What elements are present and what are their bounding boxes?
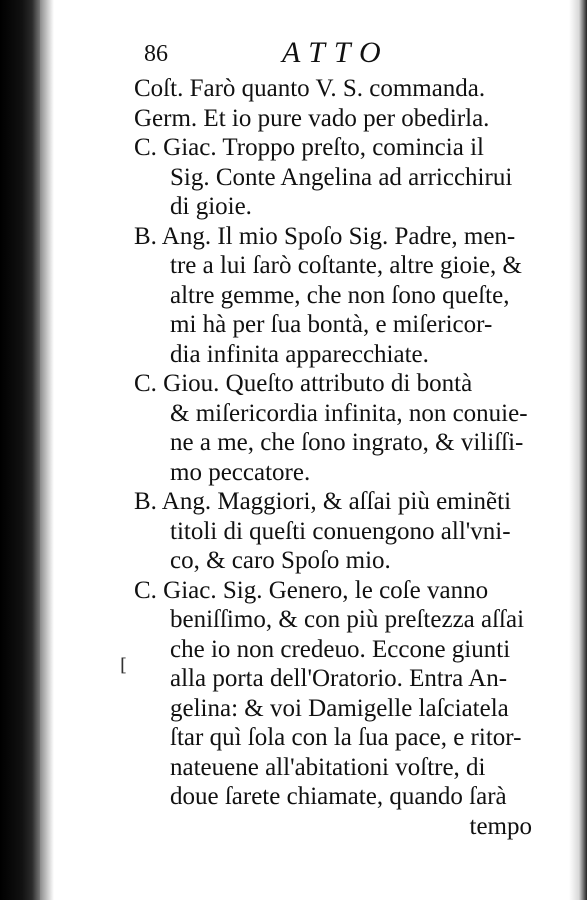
page-number: 86 xyxy=(144,41,168,67)
text-line: mi hà per ſua bontà, e miſericor- xyxy=(170,311,493,338)
text-line: ne a me, che ſono ingrato, & viliſſi- xyxy=(170,429,524,456)
text-line: C. Giou. Queſto attributo di bontà xyxy=(134,370,473,397)
text-line: beniſſimo, & con più preſtezza aſſai xyxy=(170,606,525,633)
text-line: gelina: & voi Damigelle laſciatela xyxy=(170,694,509,722)
text-line: C. Giac. Troppo preſto, comincia il xyxy=(134,134,484,161)
text-line: alla porta dell'Oratorio. Entra An- xyxy=(170,665,508,692)
text-line: di gioie. xyxy=(170,193,252,220)
text-line: che io non credeuo. Eccone giunti xyxy=(170,635,511,663)
text-line: B. Ang. Il mio Spoſo Sig. Padre, men- xyxy=(134,222,516,250)
page-header xyxy=(134,34,572,74)
book-page xyxy=(134,34,572,884)
text-line: tre a lui ſarò coſtante, altre gioie, & xyxy=(170,252,522,279)
text-line: dia infinita apparecchiate. xyxy=(170,340,429,368)
text-body xyxy=(134,74,572,812)
text-line: Germ. Et io pure vado per obedirla. xyxy=(134,104,490,132)
text-line: altre gemme, che non ſono queſte, xyxy=(170,281,510,309)
running-head: ATTO xyxy=(282,36,390,69)
text-line: Sig. Conte Angelina ad arricchirui xyxy=(170,163,513,191)
text-line: Coſt. Farò quanto V. S. commanda. xyxy=(134,75,486,102)
text-line: B. Ang. Maggiori, & aſſai più eminẽti xyxy=(134,488,512,515)
text-line: & miſericordia infinita, non conuie- xyxy=(170,399,528,427)
text-line: doue ſarete chiamate, quando ſarà xyxy=(170,783,507,810)
text-line: ſtar quì ſola con la ſua pace, e ritor- xyxy=(170,724,522,751)
margin-mark: [ xyxy=(120,655,128,676)
binding-gutter xyxy=(0,0,40,900)
text-line: mo peccatore. xyxy=(170,458,311,486)
text-line: C. Giac. Sig. Genero, le coſe vanno xyxy=(134,576,489,604)
text-line: nateuene all'abitationi voſtre, di xyxy=(170,753,486,781)
text-line: co, & caro Spoſo mio. xyxy=(170,547,391,574)
gutter-shadow xyxy=(40,0,54,900)
text-line: titoli di queſti conuengono all'vni- xyxy=(170,517,511,545)
catchword: tempo xyxy=(469,812,532,840)
